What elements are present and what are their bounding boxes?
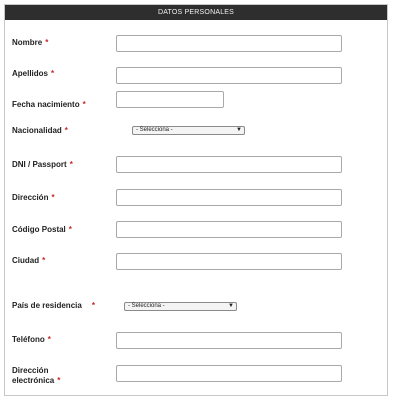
email-label: Dirección electrónica *	[12, 366, 61, 385]
fecha-nacimiento-label: Fecha nacimiento *	[12, 100, 86, 109]
nacionalidad-selected-value: - Selecciona -	[136, 127, 173, 133]
required-marker: *	[42, 256, 46, 265]
direccion-input[interactable]	[116, 189, 342, 206]
nombre-input[interactable]	[116, 35, 342, 52]
dni-passport-label: DNI / Passport *	[12, 160, 73, 169]
nombre-label: Nombre *	[12, 38, 49, 47]
required-marker: *	[57, 376, 61, 385]
codigo-postal-label: Código Postal *	[12, 225, 72, 234]
nacionalidad-label: Nacionalidad *	[12, 126, 68, 135]
ciudad-input[interactable]	[116, 253, 342, 270]
pais-selected-value: - Selecciona -	[128, 303, 165, 309]
codigo-postal-input[interactable]	[116, 221, 342, 238]
nacionalidad-select[interactable]	[132, 126, 245, 135]
required-marker: *	[91, 301, 95, 310]
apellidos-input[interactable]	[116, 67, 342, 84]
direccion-label: Dirección *	[12, 193, 55, 202]
apellidos-label: Apellidos *	[12, 69, 55, 78]
required-marker: *	[69, 160, 73, 169]
required-marker: *	[51, 69, 55, 78]
required-marker: *	[47, 335, 51, 344]
personal-data-form	[4, 4, 388, 396]
telefono-label: Teléfono *	[12, 335, 51, 344]
required-marker: *	[82, 100, 86, 109]
required-marker: *	[45, 38, 49, 47]
telefono-input[interactable]	[116, 332, 342, 349]
dni-passport-input[interactable]	[116, 156, 342, 173]
chevron-down-icon: ▼	[228, 303, 234, 309]
required-marker: *	[51, 193, 55, 202]
pais-residencia-select[interactable]	[124, 302, 237, 311]
ciudad-label: Ciudad *	[12, 256, 46, 265]
required-marker: *	[64, 126, 68, 135]
chevron-down-icon: ▼	[236, 127, 242, 133]
required-marker: *	[68, 225, 72, 234]
pais-residencia-label: País de residencia *	[12, 301, 95, 310]
fecha-nacimiento-input[interactable]	[116, 91, 224, 108]
email-input[interactable]	[116, 365, 342, 382]
section-header: DATOS PERSONALES	[5, 5, 387, 20]
